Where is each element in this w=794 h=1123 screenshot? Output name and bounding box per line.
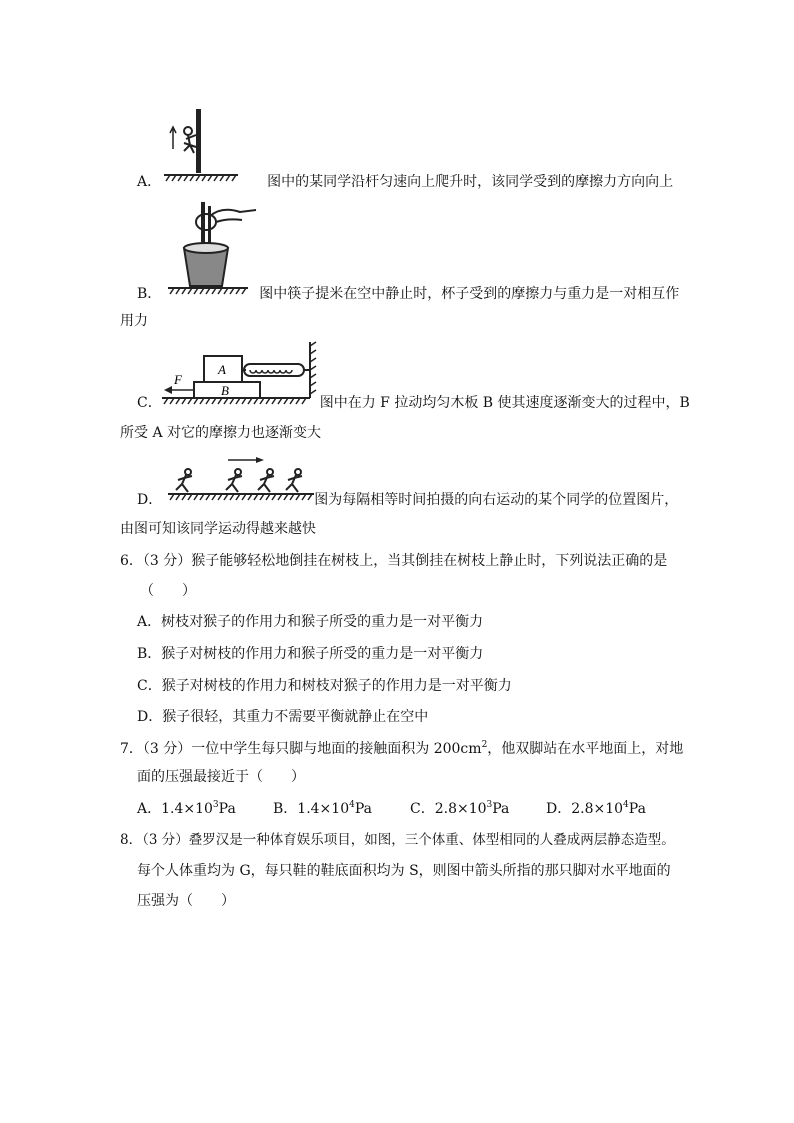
q5-option-b-letter: B． xyxy=(137,286,162,302)
q8-line2: 每个人体重均为 G，每只鞋的鞋底面积均为 S，则图中箭头所指的那只脚对水平地面的 xyxy=(137,863,671,879)
q7-option-d-pre: D．2.8×10 xyxy=(546,801,624,817)
q7-option-d-post: Pa xyxy=(628,801,646,817)
q6-option-b: B．猴子对树枝的作用力和猴子所受的重力是一对平衡力 xyxy=(137,646,484,662)
q7-option-b xyxy=(273,799,372,819)
q5-option-c-cont: 所受 A 对它的摩擦力也逐渐变大 xyxy=(120,425,322,441)
q5-option-d-cont: 由图可知该同学运动得越来越快 xyxy=(120,521,316,537)
q7-option-d-sup: 4 xyxy=(623,800,629,810)
q7-option-c-sup: 3 xyxy=(486,800,493,810)
q7-option-d xyxy=(546,799,646,819)
q7-option-c-post: Pa xyxy=(492,801,510,817)
q7-option-c-pre: C．2.8×10 xyxy=(410,801,487,817)
q5-option-c xyxy=(137,393,690,413)
q7-option-b-sup: 4 xyxy=(349,800,355,810)
q7-option-a-sup: 3 xyxy=(212,800,219,810)
q5-option-a-text: 图中的某同学沿杆匀速向上爬升时，该同学受到的摩擦力方向向上 xyxy=(267,174,674,190)
q5-option-a-letter: A． xyxy=(137,174,162,190)
q7-stem-line2: 面的压强最接近于（ ） xyxy=(137,769,305,785)
q7-option-c xyxy=(410,799,509,819)
q5-option-a xyxy=(137,172,673,192)
q7-stem-line1 xyxy=(120,739,683,759)
q5-option-d-letter: D． xyxy=(137,492,163,508)
q5-option-b xyxy=(137,284,679,304)
q5-option-d-text: 图为每隔相等时间拍摄的向右运动的某个同学的位置图片， xyxy=(314,492,679,508)
q5-option-b-text: 图中筷子提米在空中静止时，杯子受到的摩擦力与重力是一对相互作 xyxy=(259,286,680,302)
q5-option-c-text: 图中在力 F 拉动均匀木板 B 使其速度逐渐变大的过程中，B xyxy=(319,395,690,411)
q6-option-a: A．树枝对猴子的作用力和猴子所受的重力是一对平衡力 xyxy=(137,614,484,630)
q6-option-c: C．猴子对树枝的作用力和树枝对猴子的作用力是一对平衡力 xyxy=(137,678,512,694)
q8-line3: 压强为（ ） xyxy=(137,893,235,909)
q6-option-d: D．猴子很轻，其重力不需要平衡就静止在空中 xyxy=(137,709,429,725)
q8-line1: 8．（3 分）叠罗汉是一种体育娱乐项目，如图，三个体重、体型相同的人叠成两层静态造型。 xyxy=(120,832,675,848)
q7-stem-tail: ，他双脚站在水平地面上，对地 xyxy=(487,741,684,757)
q7-option-b-post: Pa xyxy=(354,801,372,817)
q5-option-b-cont: 用力 xyxy=(120,313,148,329)
force-f-label: F xyxy=(174,372,182,387)
block-a-label: A xyxy=(218,362,226,377)
block-b-label: B xyxy=(221,383,229,398)
q6-stem: 6．（3 分）猴子能够轻松地倒挂在树枝上，当其倒挂在树枝上静止时，下列说法正确的是 xyxy=(120,553,668,569)
q7-stem-sup: 2 xyxy=(481,740,488,750)
chopstick-rice-cup-figure xyxy=(166,200,262,296)
q5-option-c-letter: C． xyxy=(137,395,162,411)
q7-option-a-pre: A．1.4×10 xyxy=(137,801,213,817)
q6-blank: （ ） xyxy=(140,583,196,599)
q7-option-b-pre: B．1.4×10 xyxy=(273,801,350,817)
q7-stem-text: 7．（3 分）一位中学生每只脚与地面的接触面积为 200cm xyxy=(120,741,482,757)
q7-option-a xyxy=(137,799,236,819)
q5-option-d xyxy=(137,490,678,510)
q7-option-a-post: Pa xyxy=(218,801,236,817)
